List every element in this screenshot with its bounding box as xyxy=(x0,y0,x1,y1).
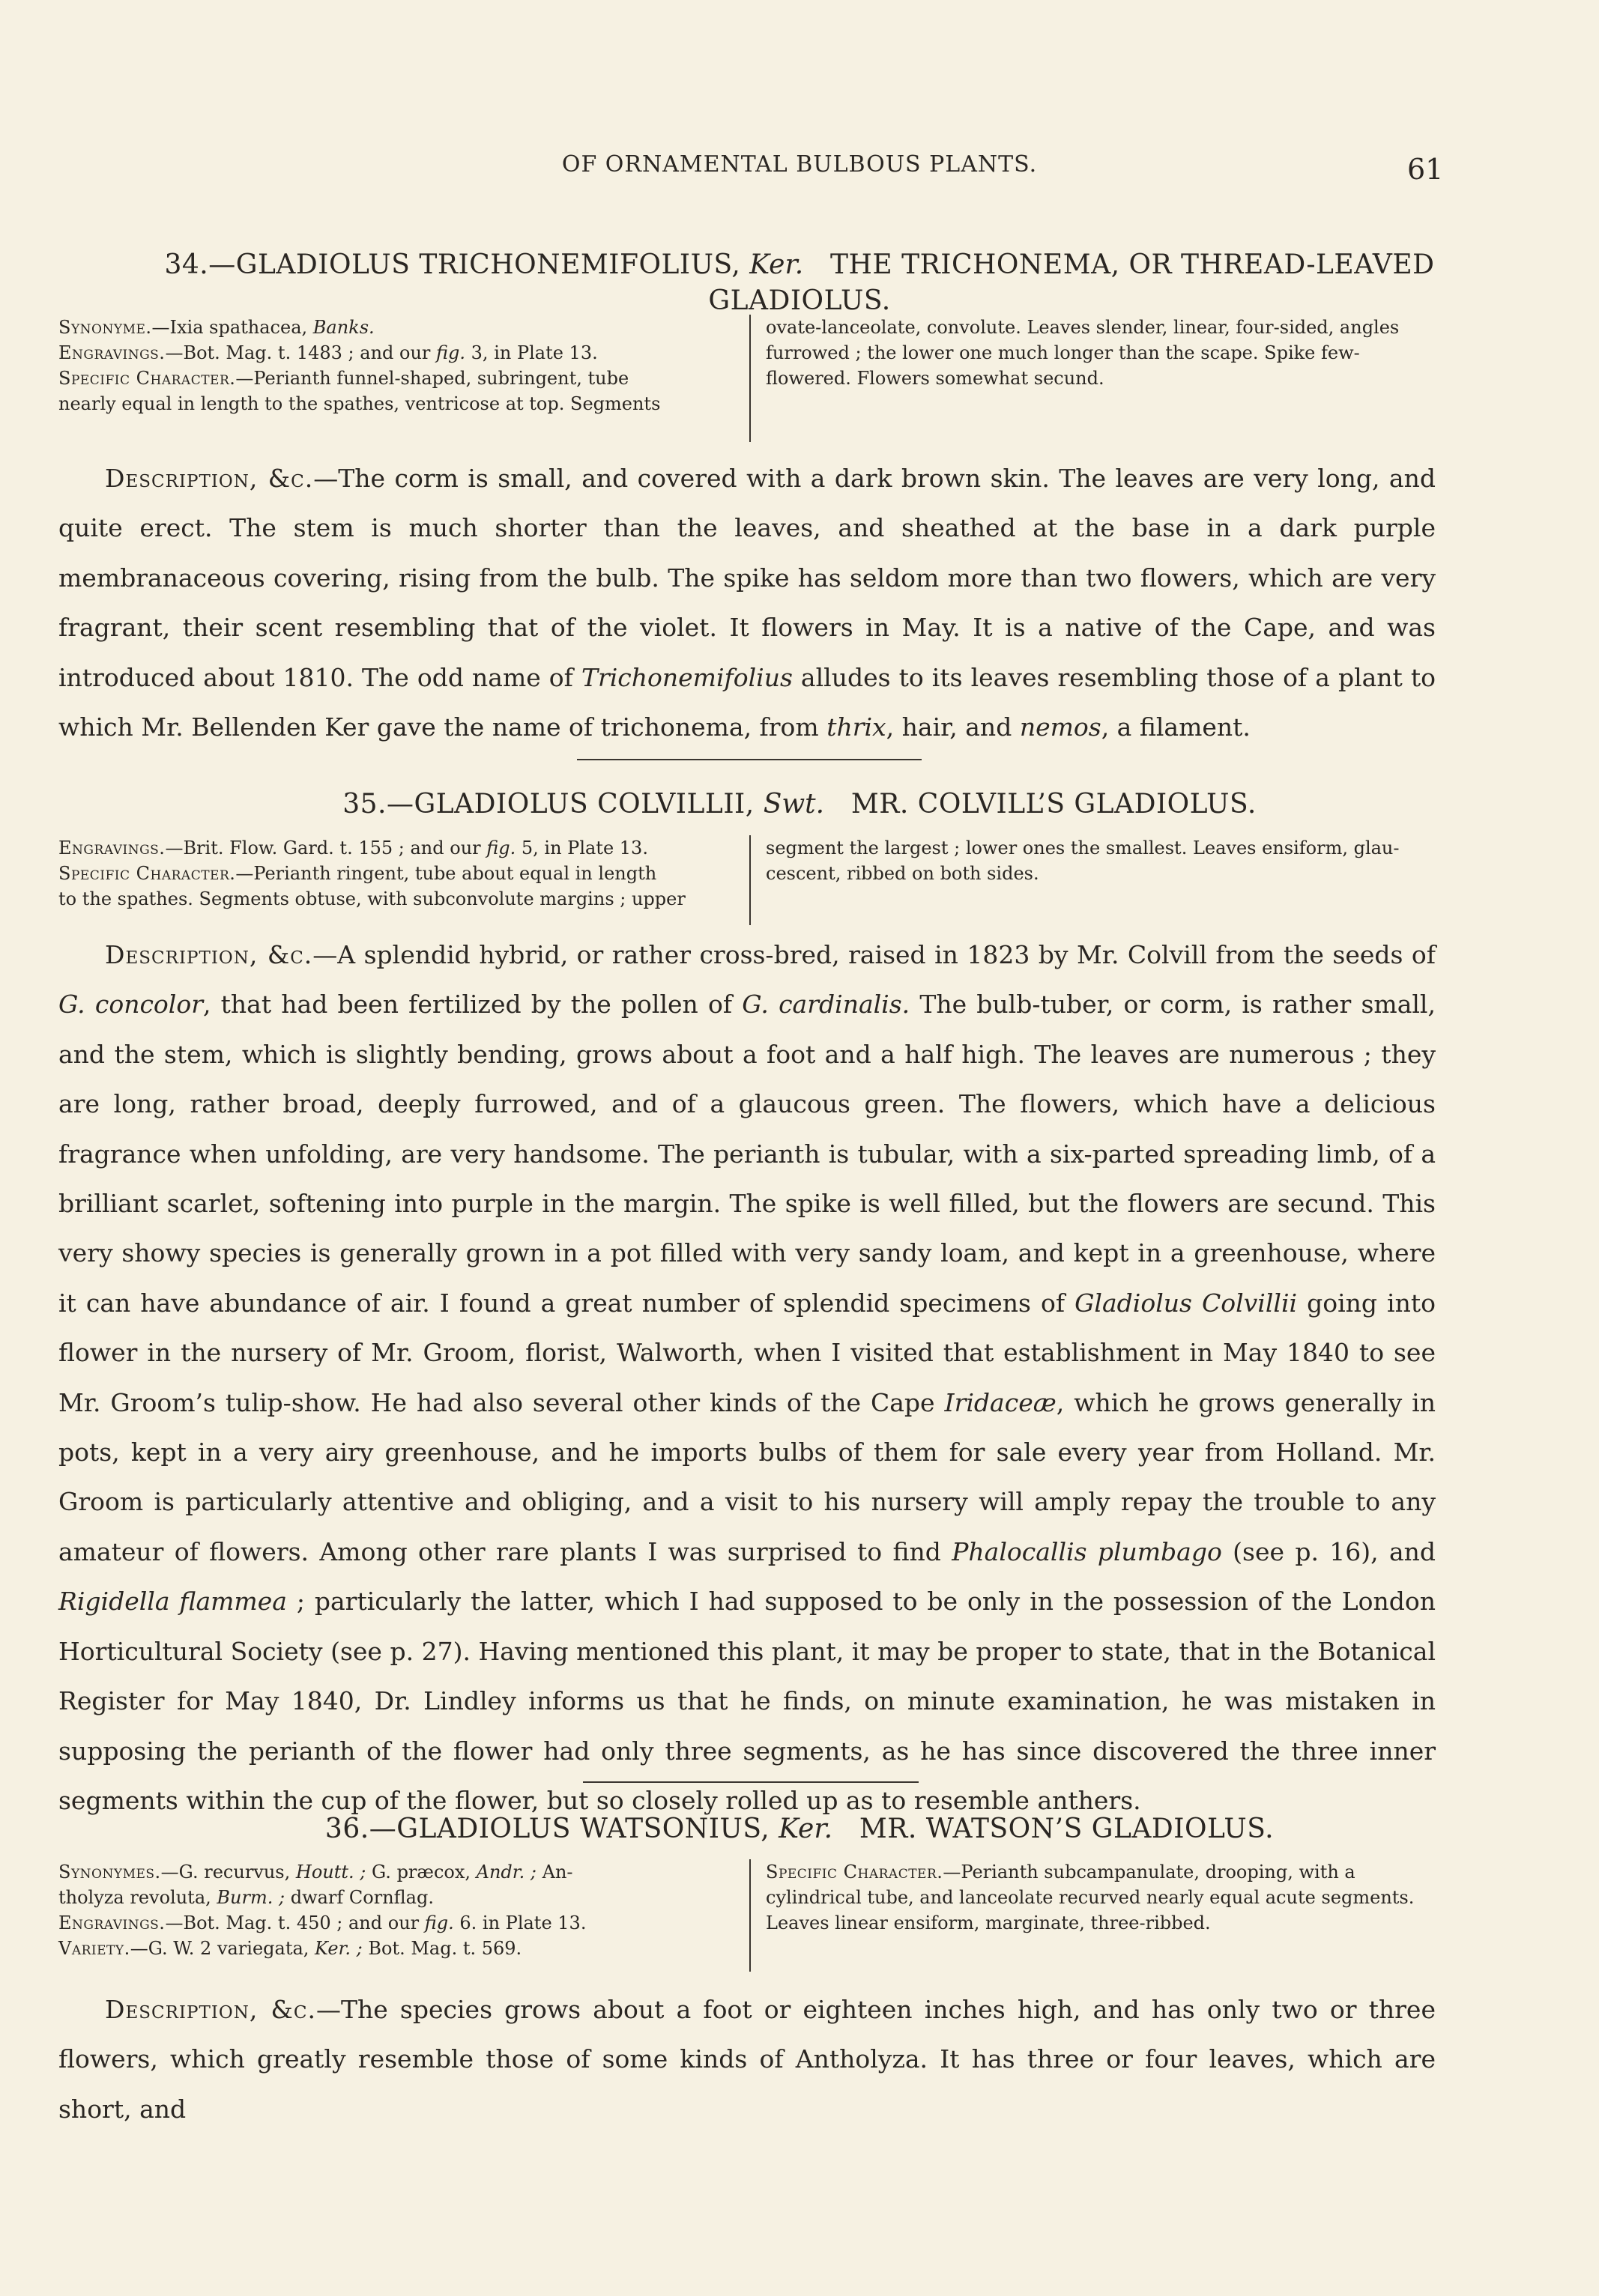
description-label: Description, &c. xyxy=(105,464,314,493)
entry-number: 34. xyxy=(164,249,209,280)
entry-number: 36. xyxy=(324,1814,369,1844)
common-name: MR. COLVILL’S GLADIOLUS. xyxy=(850,789,1257,820)
label-synonyme: Synonyme. xyxy=(58,317,152,338)
page-number: 61 xyxy=(1407,153,1444,186)
label-specific-character: Specific Character. xyxy=(58,368,236,389)
entry-35-title: 35.—GLADIOLUS COLVILLII, Swt. MR. COLVILL’S GLADIOLUS. xyxy=(342,789,1257,820)
common-name: THE TRICHONEMA, OR THREAD-LEAVED xyxy=(830,249,1435,280)
entry-34-title: 34.—GLADIOLUS TRICHONEMIFOLIUS, Ker. THE TRICHONEMA, OR THREAD-LEAVED GLADIOLUS. xyxy=(164,249,1435,316)
entry-36-title: 36.—GLADIOLUS WATSONIUS, Ker. MR. WATSON’S GLADIOLUS. xyxy=(324,1814,1275,1844)
entry-34-description: Description, &c.—The corm is small, and covered with a dark brown skin. The leaves are very long, and quite erect. The stem is much shorter than the leaves, and sheathed at the base in a dark purple membranaceous covering, rising from the bulb. The spike has seldom more than two flowers, which are very fragrant, their scent resembling that of the violet. It flowers in May. It is a native of the Cape, and was introduced about 1810. The odd name of Trichonemifolius alludes to its leaves resembling those of a plant to which Mr. Bellenden Ker gave the name of trichonema, from thrix, hair, and nemos, a filament. xyxy=(58,464,1436,742)
label-variety: Variety. xyxy=(58,1938,130,1959)
running-title: OF ORNAMENTAL BULBOUS PLANTS. xyxy=(561,151,1038,178)
latin-name: GLADIOLUS WATSONIUS, xyxy=(396,1814,770,1844)
entry-34-synopsis-right: ovate-lanceolate, convolute. Leaves slender, linear, four-sided, angles furrowed ; the lower one much longer than the scape. Spike few- flowered. Flowers somewhat secund. xyxy=(749,315,1451,442)
label-engravings: Engravings. xyxy=(58,1912,166,1933)
author: Ker. xyxy=(749,249,804,280)
label-specific-character: Specific Character. xyxy=(58,863,236,884)
entry-36-synopsis-left: Synonymes.—G. recurvus, Houtt. ; G. præcox, Andr. ; An- tholyza revoluta, Burm. ; dwarf Cornflag. Engravings.—Bot. Mag. t. 450 ; and our fig. 6. in Plate 13. Variety.—G. W. 2 variegata, Ker. ; Bot. Mag. t. 569. xyxy=(58,1862,587,1959)
label-synonymes: Synonymes. xyxy=(58,1862,161,1882)
latin-name: GLADIOLUS COLVILLII, xyxy=(414,789,755,820)
entry-35-synopsis-left: Engravings.—Brit. Flow. Gard. t. 155 ; and our fig. 5, in Plate 13. Specific Character.—Perianth ringent, tube about equal in length to the spathes. Segments obtuse, with subconvolute margins ; upper xyxy=(58,837,686,909)
entry-34-synopsis-left: Synonyme.—Ixia spathacea, Banks. Engravings.—Bot. Mag. t. 1483 ; and our fig. 3, in Plate 13. Specific Character.—Perianth funnel-shaped, subringent, tube nearly equal in length to the spathes, ventricose at top. Segments xyxy=(58,317,661,414)
entry-36-synopsis-right: Specific Character.—Perianth subcampanulate, drooping, with a cylindrical tube, and lanceolate recurved nearly equal acute segments. Leaves linear ensiform, marginate, three-ribbed. xyxy=(749,1859,1451,1972)
latin-name: GLADIOLUS TRICHONEMIFOLIUS, xyxy=(235,249,741,280)
section-divider xyxy=(577,759,922,760)
entry-35-description: Description, &c.—A splendid hybrid, or rather cross-bred, raised in 1823 by Mr. Colvill from the seeds of G. concolor, that had been fertilized by the pollen of G. cardinalis. The bulb-tuber, or corm, is rather small, and the stem, which is slightly bending, grows about a foot and a half high. The leaves are numerous ; they are long, rather broad, deeply furrowed, and of a glaucous green. The flowers, which have a delicious fragrance when unfolding, are very handsome. The perianth is tubular, with a six-parted spreading limb, of a brilliant scarlet, softening into purple in the margin. The spike is well filled, but the flowers are secund. This very showy species is generally grown in a pot filled with very sandy loam, and kept in a greenhouse, where it can have abundance of air. I found a great number of splendid specimens of Gladiolus Colvillii going into flower in the nursery of Mr. Groom, florist, Walworth, when I visited that establishment in May 1840 to see Mr. Groom’s tulip-show. He had also several other kinds of the Cape Iridaceæ, which he grows generally in pots, kept in a very airy greenhouse, and he imports bulbs of them for sale every year from Holland. Mr. Groom is particularly attentive and obliging, and a visit to his nursery will amply repay the trouble to any amateur of flowers. Among other rare plants I was surprised to find Phalocallis plumbago (see p. 16), and Rigidella flammea ; particularly the latter, which I had supposed to be only in the possession of the London Horticultural Society (see p. 27). Having mentioned this plant, it may be proper to state, that in the Botanical Register for May 1840, Dr. Lindley informs us that he finds, on minute examination, he was mistaken in supposing the perianth of the flower had only three segments, as he has since discovered the three inner segments within the cup of the flower, but so closely rolled up as to resemble anthers. xyxy=(58,940,1436,1815)
entry-36-description: Description, &c.—The species grows about a foot or eighteen inches high, and has only two or three flowers, which greatly resemble those of some kinds of Antholyza. It has three or four leaves, which are short, and xyxy=(58,1995,1436,2124)
common-name: MR. WATSON’S GLADIOLUS. xyxy=(859,1814,1275,1844)
section-divider xyxy=(583,1781,919,1783)
label-specific-character: Specific Character. xyxy=(766,1862,943,1882)
common-name-cont: GLADIOLUS. xyxy=(708,285,891,316)
author: Swt. xyxy=(763,789,825,820)
label-engravings: Engravings. xyxy=(58,837,166,858)
entry-35-synopsis-right: segment the largest ; lower ones the smallest. Leaves ensiform, glau- cescent, ribbed on both sides. xyxy=(749,835,1451,925)
entry-number: 35. xyxy=(342,789,387,820)
author: Ker. xyxy=(779,1814,833,1844)
description-label: Description, &c. xyxy=(105,940,313,969)
label-engravings: Engravings. xyxy=(58,342,166,363)
description-label: Description, &c. xyxy=(105,1995,316,2024)
